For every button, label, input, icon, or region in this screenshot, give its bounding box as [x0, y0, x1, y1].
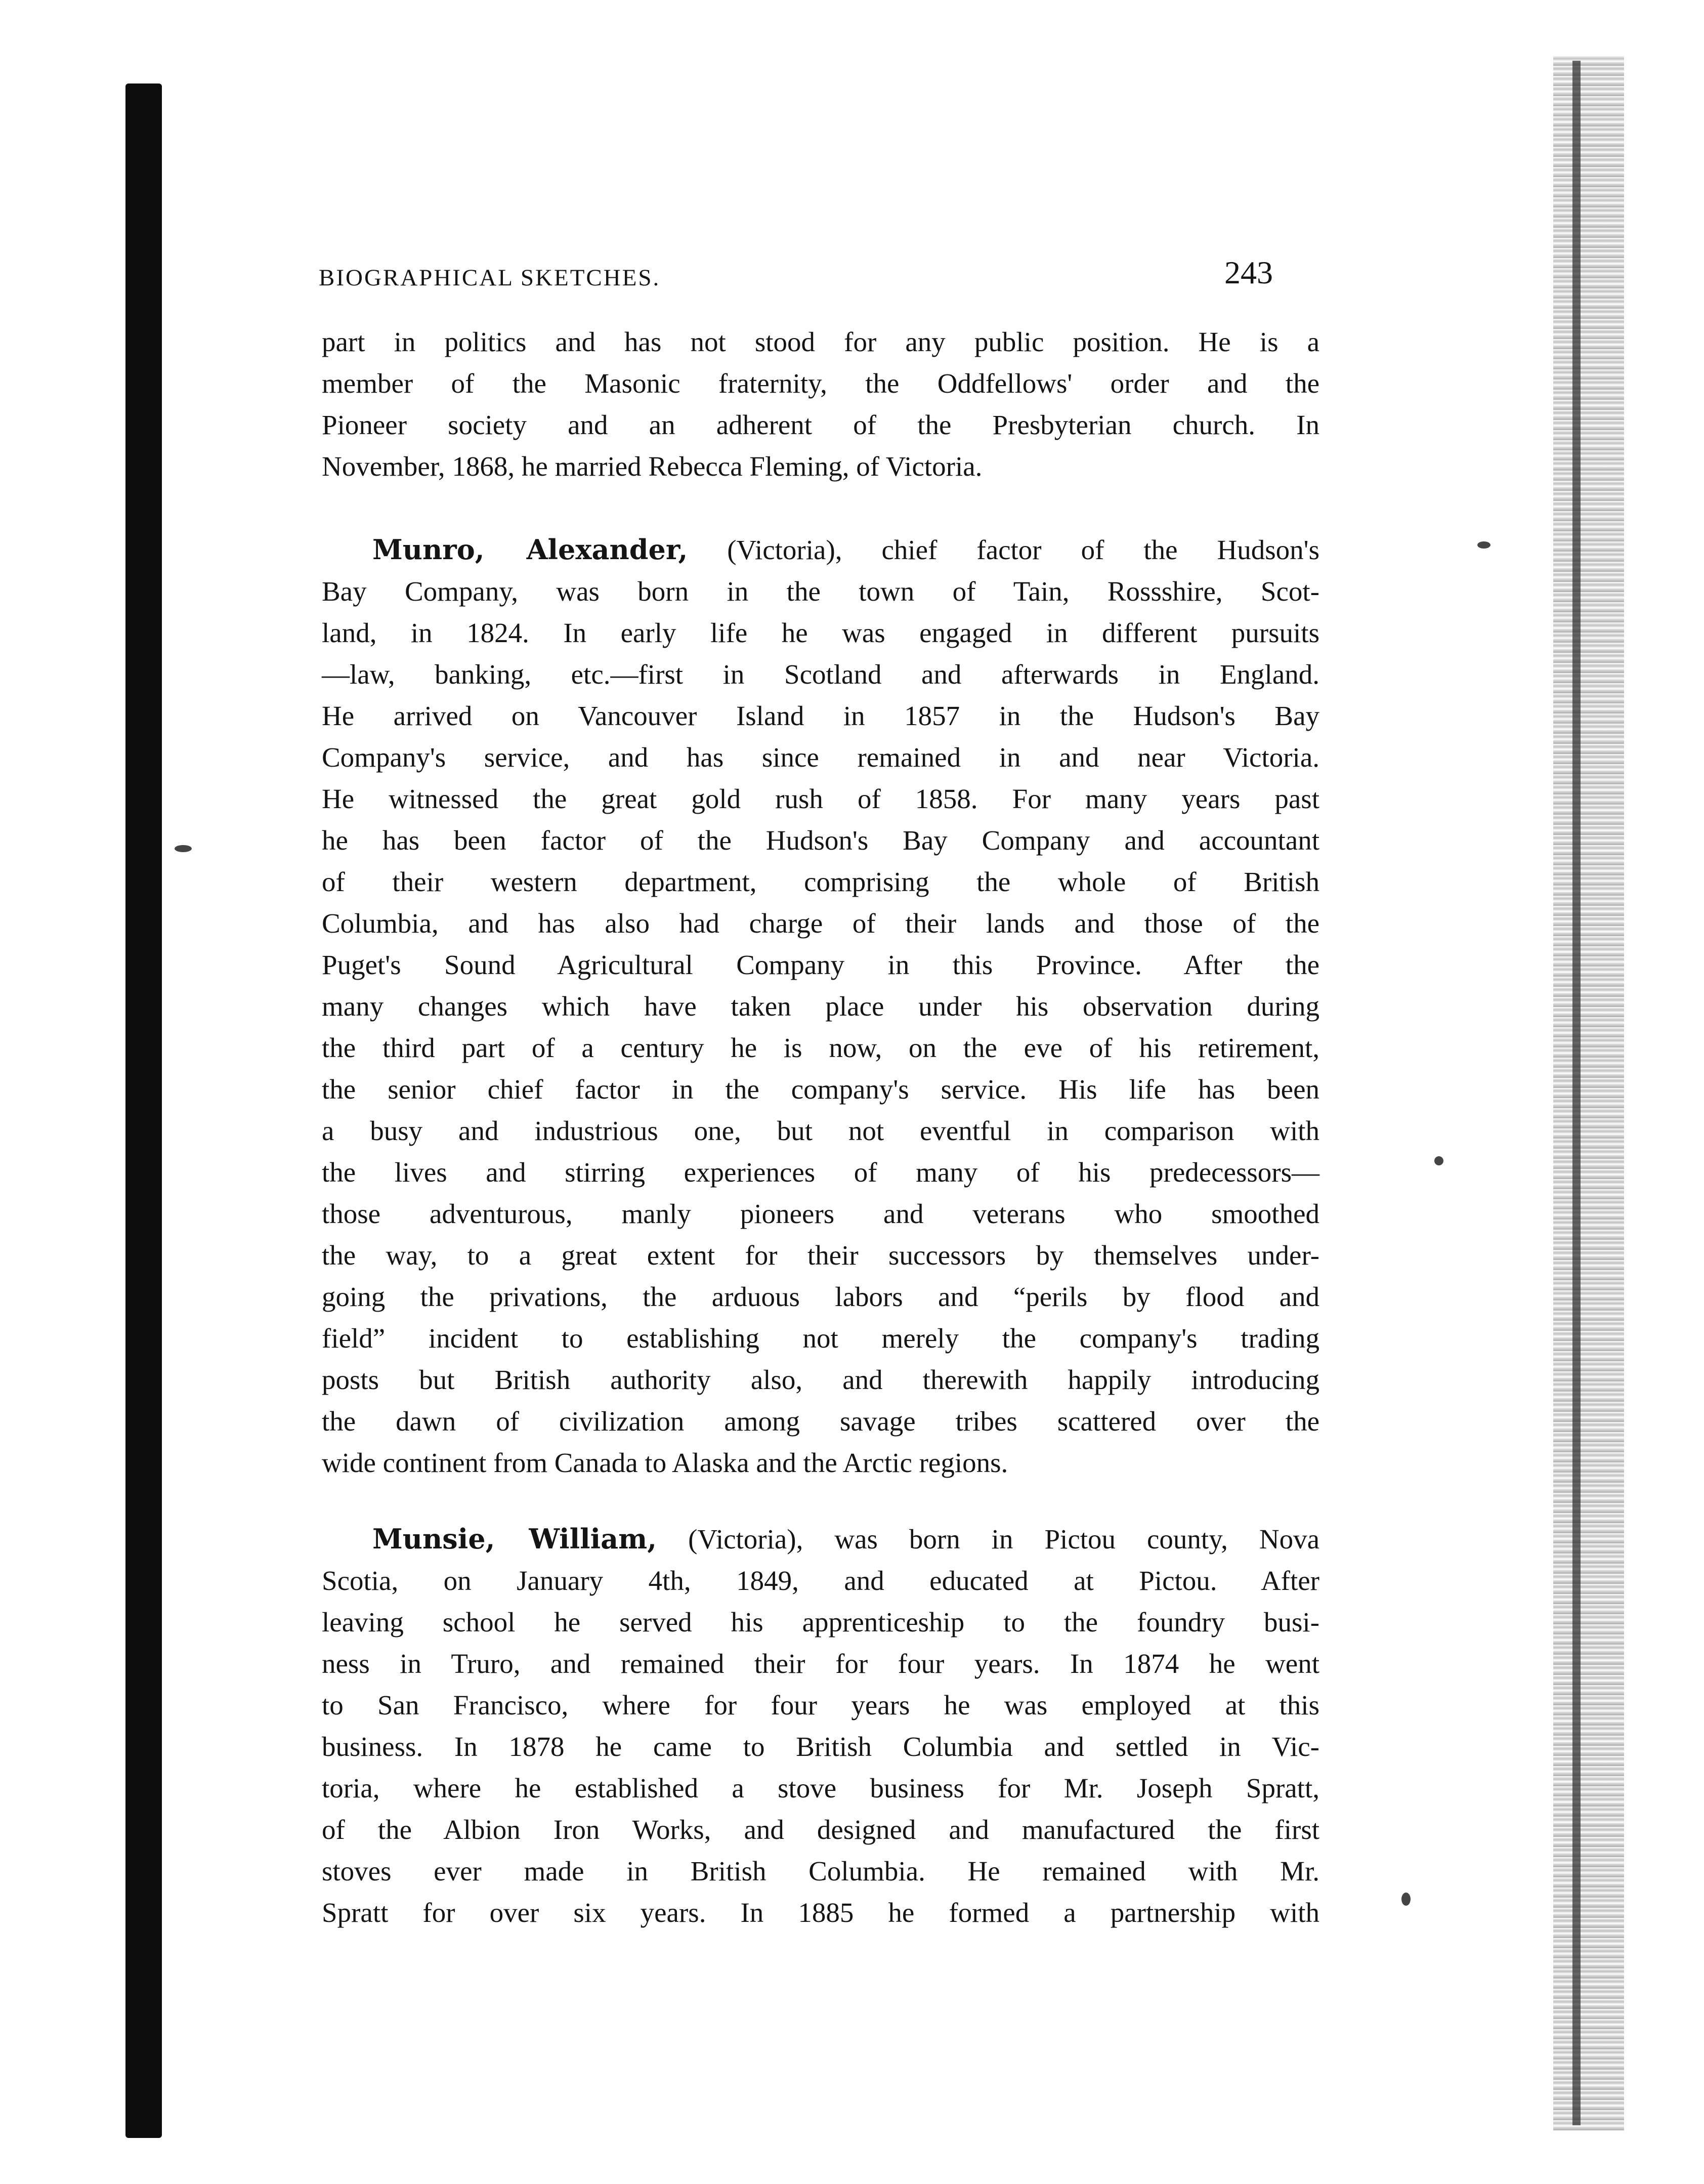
text-line: stoves ever made in British Columbia. He remained with Mr.: [322, 1856, 1319, 1886]
text-line: Bay Company, was born in the town of Tain, Rossshire, Scot-: [322, 576, 1319, 607]
text-line: he has been factor of the Hudson's Bay Company and accountant: [322, 825, 1319, 856]
scan-speck: [175, 845, 192, 852]
text-line: the way, to a great extent for their successors by themselves under-: [322, 1240, 1319, 1271]
text-line: He arrived on Vancouver Island in 1857 in the Hudson's Bay: [322, 700, 1319, 731]
binding-shadow: [125, 83, 162, 2138]
text-line: Columbia, and has also had charge of their lands and those of the: [322, 908, 1319, 939]
entry-first-line: [322, 529, 1319, 571]
text-line: Pioneer society and an adherent of the Presbyterian church. In: [322, 409, 1319, 440]
text-line: toria, where he established a stove business for Mr. Joseph Spratt,: [322, 1773, 1319, 1803]
scan-speck: [1434, 1156, 1443, 1165]
text-line: —law, banking, etc.—first in Scotland and afterwards in England.: [322, 659, 1319, 690]
text-line: those adventurous, manly pioneers and veterans who smoothed: [322, 1198, 1319, 1229]
text-line: (Victoria), chief factor of the Hudson's: [688, 534, 1319, 565]
text-line: going the privations, the arduous labors and “perils by flood and: [322, 1281, 1319, 1312]
text-line: He witnessed the great gold rush of 1858. For many years past: [322, 783, 1319, 814]
text-line: the lives and stirring experiences of many of his predecessors—: [322, 1157, 1319, 1188]
paragraph-continuation: [322, 321, 1319, 487]
page-edge-shadow: [1553, 56, 1624, 2130]
text-line: many changes which have taken place under his observation during: [322, 991, 1319, 1022]
entry-munro-alexander: [322, 529, 1319, 1484]
text-line: the dawn of civilization among savage tribes scattered over the: [322, 1406, 1319, 1437]
text-line: Company's service, and has since remained in and near Victoria.: [322, 742, 1319, 773]
text-line: part in politics and has not stood for any public position. He is a: [322, 326, 1319, 357]
text-line: land, in 1824. In early life he was engaged in different pursuits: [322, 617, 1319, 648]
text-line: of the Albion Iron Works, and designed and manufactured the first: [322, 1814, 1319, 1845]
text-line: member of the Masonic fraternity, the Oddfellows' order and the: [322, 368, 1319, 399]
running-title: BIOGRAPHICAL SKETCHES.: [319, 265, 661, 291]
text-line: field” incident to establishing not merely the company's trading: [322, 1323, 1319, 1354]
scan-speck: [1401, 1893, 1411, 1906]
text-line: leaving school he served his apprenticeship to the foundry busi-: [322, 1607, 1319, 1637]
entry-first-line: [322, 1518, 1319, 1560]
entry-name: Munsie, William,: [372, 1523, 657, 1555]
scan-speck: [1477, 541, 1490, 549]
text-line: of their western department, comprising the whole of British: [322, 866, 1319, 897]
text-line: ness in Truro, and remained their for four years. In 1874 he went: [322, 1648, 1319, 1679]
text-line: the senior chief factor in the company's service. His life has been: [322, 1074, 1319, 1105]
text-line: (Victoria), was born in Pictou county, Nova: [657, 1524, 1319, 1555]
entry-name: Munro, Alexander,: [372, 533, 688, 566]
page-number: 243: [1224, 255, 1273, 290]
text-line: Spratt for over six years. In 1885 he formed a partnership with: [322, 1897, 1319, 1928]
text-line: Scotia, on January 4th, 1849, and educated at Pictou. After: [322, 1565, 1319, 1596]
text-line: a busy and industrious one, but not eventful in comparison with: [322, 1115, 1319, 1146]
text-line: business. In 1878 he came to British Columbia and settled in Vic-: [322, 1731, 1319, 1762]
text-line: posts but British authority also, and therewith happily introducing: [322, 1364, 1319, 1395]
entry-munsie-william: [322, 1518, 1319, 1934]
text-line: to San Francisco, where for four years he was employed at this: [322, 1690, 1319, 1720]
text-line: the third part of a century he is now, on the eve of his retirement,: [322, 1032, 1319, 1063]
text-line: Puget's Sound Agricultural Company in this Province. After the: [322, 949, 1319, 980]
text-line: wide continent from Canada to Alaska and the Arctic regions.: [322, 1447, 1008, 1478]
page-edge-line: [1572, 61, 1581, 2125]
text-line: November, 1868, he married Rebecca Fleming, of Victoria.: [322, 451, 983, 482]
